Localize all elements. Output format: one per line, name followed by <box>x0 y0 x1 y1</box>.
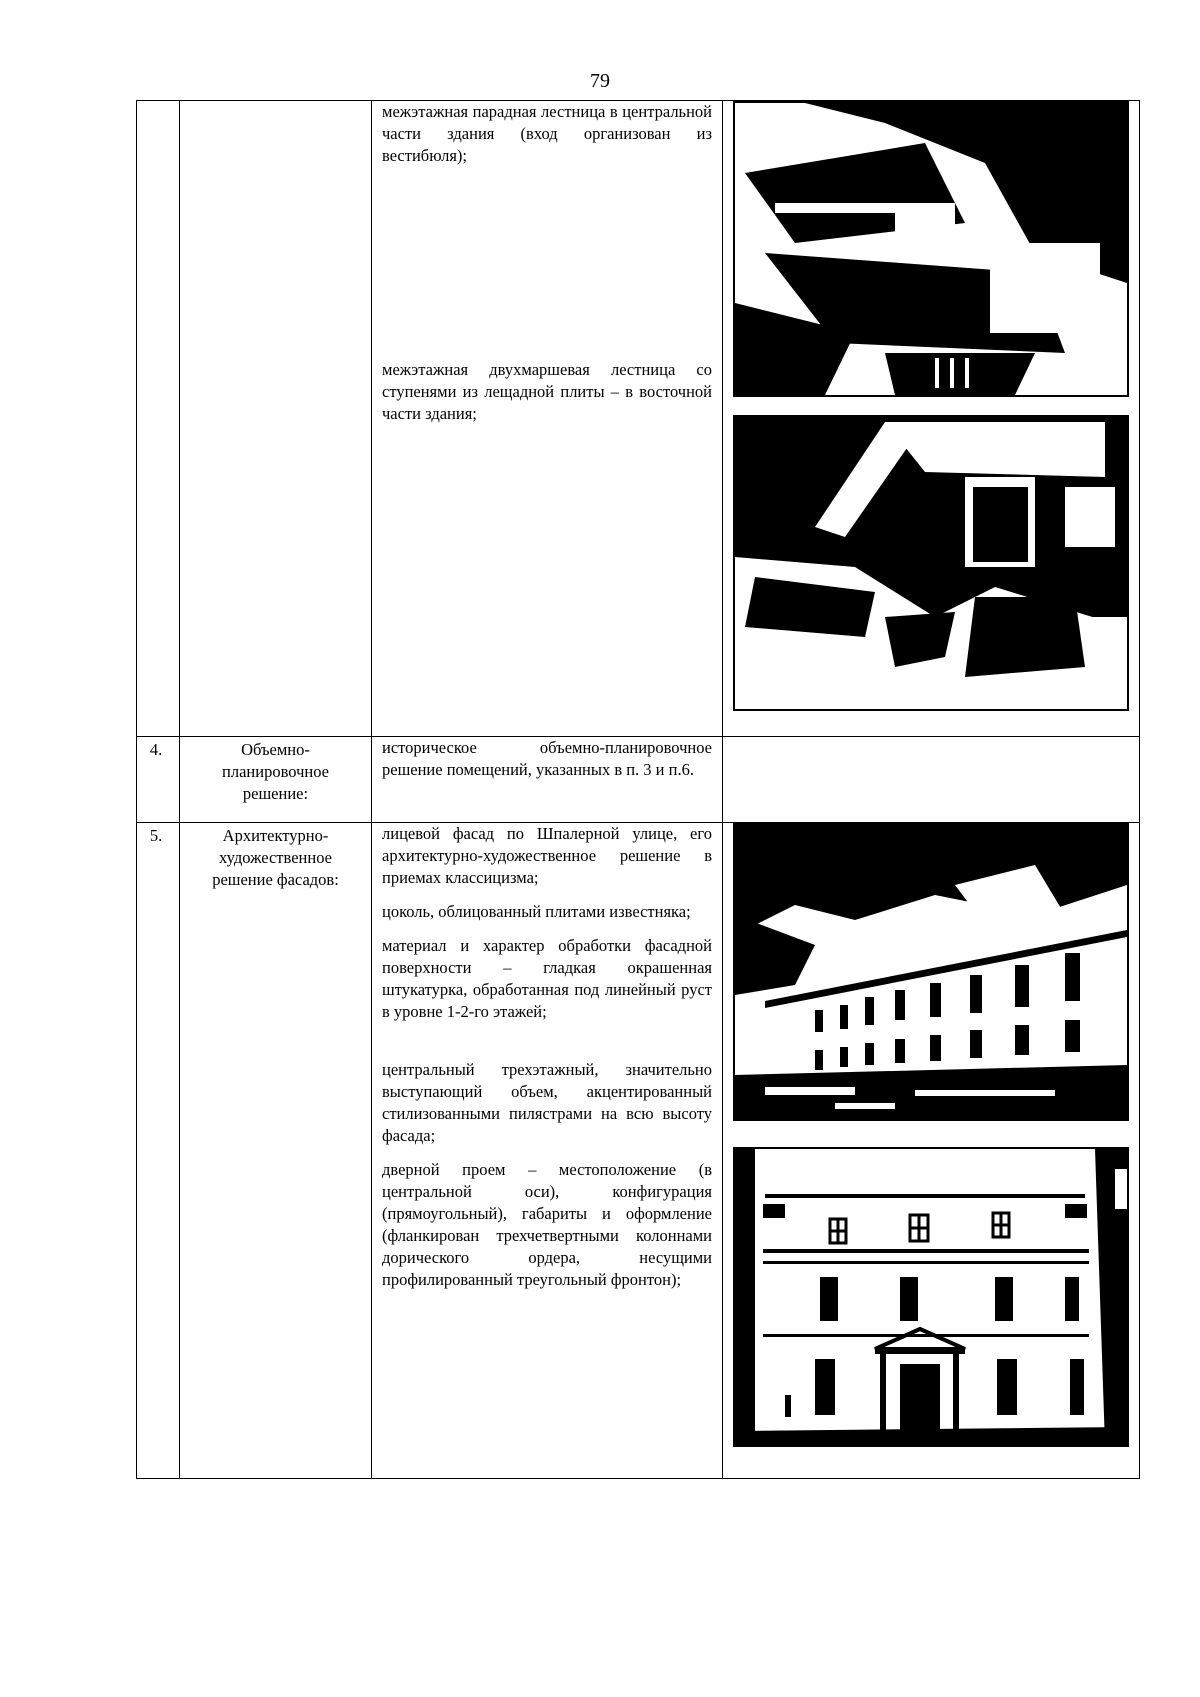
row-name-cell: Архитектурно-художественное решение фасадов: <box>180 823 372 1479</box>
row-number-cell <box>137 101 180 737</box>
description-paragraph: дверной проем – местоположение (в центральной оси), конфигурация (прямоугольный), габариты и оформление (фланкирован трехчетвертными колоннами дорического ордера, несущими профилированный треугольный фронтон); <box>382 1160 712 1289</box>
description-paragraph: центральный трехэтажный, значительно выступающий объем, акцентированный стилизованными пилястрами на всю высоту фасада; <box>382 1060 712 1145</box>
row-description-cell <box>372 101 723 737</box>
description-paragraph: цоколь, облицованный плитами известняка; <box>382 902 691 921</box>
row-photo-cell <box>723 737 1140 823</box>
row-number-cell: 5. <box>137 823 180 1479</box>
description-paragraph: историческое объемно-планировочное решение помещений, указанных в п. 3 и п.6. <box>382 738 712 779</box>
row-photo-cell <box>723 823 1140 1479</box>
table-row <box>137 823 1140 1479</box>
row-name-cell: Объемно-планировочное решение: <box>180 737 372 823</box>
two-flight-staircase-photo <box>733 415 1129 711</box>
row-name-cell <box>180 101 372 737</box>
table-row <box>137 737 1140 823</box>
description-paragraph: межэтажная двухмаршевая лестница со ступенями из лещадной плиты – в восточной части здания; <box>382 360 712 423</box>
description-paragraph: материал и характер обработки фасадной поверхности – гладкая окрашенная штукатурка, обработанная под линейный руст в уровне 1-2-го этажей; <box>382 936 712 1021</box>
page-number: 79 <box>590 70 610 92</box>
staircase-photo <box>733 101 1129 397</box>
monument-table <box>136 100 1140 1479</box>
facade-street-photo <box>733 823 1129 1121</box>
description-paragraph: межэтажная парадная лестница в центральной части здания (вход организован из вестибюля); <box>382 102 712 165</box>
description-paragraph: лицевой фасад по Шпалерной улице, его архитектурно-художественное решение в приемах классицизма; <box>382 824 712 887</box>
table-row <box>137 101 1140 737</box>
row-description-cell <box>372 737 723 823</box>
row-photo-cell <box>723 101 1140 737</box>
row-number-cell: 4. <box>137 737 180 823</box>
row-description-cell <box>372 823 723 1479</box>
central-volume-photo <box>733 1147 1129 1447</box>
